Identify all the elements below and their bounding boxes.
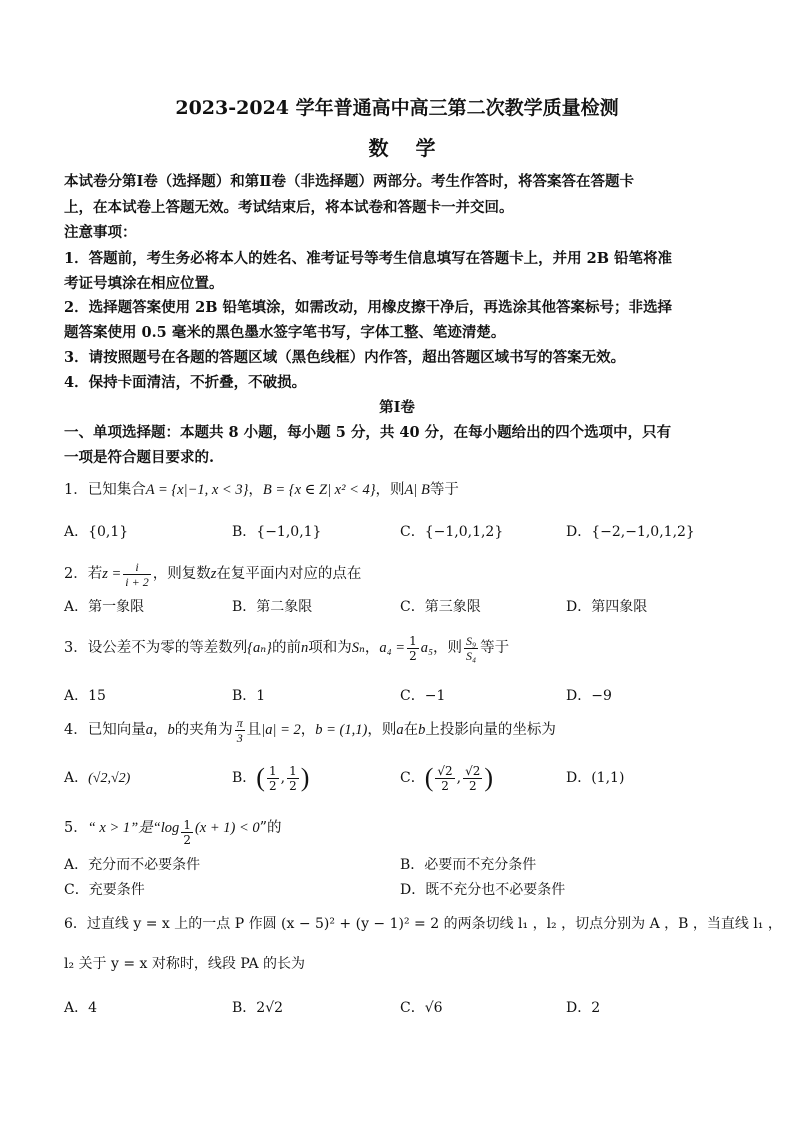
intro-line-2: 上，在本试卷上答题无效。考试结束后，将本试卷和答题卡一并交回。: [64, 199, 514, 216]
notice-2b: 题答案使用 0.5 毫米的黑色墨水签字笔书写，字体工整、笔迹清楚。: [64, 324, 506, 341]
question-6-line-2: l₂ 关于 y = x 对称时，线段 PA 的长为: [64, 956, 306, 972]
q3-option-a: A．15: [64, 688, 106, 704]
q5-log: log: [160, 820, 180, 836]
q2-text-1: 若: [87, 566, 103, 582]
q4-sep-2: ，: [300, 722, 316, 738]
notice-4: 4．保持卡面清洁，不折叠，不破损。: [64, 374, 307, 391]
q1-option-c: C．{−1,0,1,2}: [400, 524, 504, 540]
q4-option-c-frac-1-den: 2: [441, 778, 449, 793]
q4-option-d: D．(1,1): [566, 770, 625, 786]
q4-option-a-value: (√2,√2): [88, 771, 131, 786]
q4-text-4: ，则: [367, 722, 397, 738]
q5-log-arg: (x + 1) < 0: [194, 820, 260, 836]
q2-text-2: ，则复数: [152, 566, 211, 582]
q1-text-2: ，则: [375, 482, 405, 498]
section-heading-1: 一、单项选择题：本题共 8 小题，每小题 5 分，共 40 分，在每小题给出的四个选项中，只有: [64, 424, 672, 441]
q2-option-a: A．第一象限: [64, 599, 145, 615]
subject-title: 数 学: [368, 136, 446, 160]
q3-a5: a₅: [420, 640, 433, 656]
q5-option-c: C．充要条件: [64, 882, 145, 898]
q4-b-value: b = (1,1): [315, 722, 368, 738]
part-label: 第Ⅰ卷: [379, 399, 415, 416]
q3-text-1: 设公差不为零的等差数列: [87, 640, 248, 656]
q4-vector-b: b: [167, 722, 175, 738]
intro-line-1: 本试卷分第Ⅰ卷（选择题）和第Ⅱ卷（非选择题）两部分。考生作答时，将答案答在答题卡: [64, 173, 634, 190]
q3-text-3: 项和为: [308, 640, 352, 656]
q4-option-c-frac-1-num: √2: [437, 763, 453, 778]
q3-number: 3．: [64, 640, 88, 656]
q4-norm: |a| = 2: [261, 722, 301, 738]
q4-option-b-frac-1: [267, 764, 279, 793]
q3-sep: ，: [364, 640, 380, 656]
q4-angle-denominator: 3: [236, 730, 243, 745]
notice-1b: 考证号填涂在相应位置。: [64, 275, 224, 292]
q3-text-4: ，则: [433, 640, 462, 656]
q2-var: z: [210, 566, 217, 582]
q1-expr: A| B: [404, 482, 430, 498]
notice-3: 3．请按照题号在各题的答题区域（黑色线框）内作答，超出答题区域书写的答案无效。: [64, 349, 626, 366]
q2-option-d: D．第四象限: [566, 599, 648, 615]
q3-ratio: [464, 634, 478, 663]
question-6-line-1: 6．过直线 y = x 上的一点 P 作圆 (x − 5)² + (y − 1)² = 2 的两条切线 l₁ ，l₂ ，切点分别为 A ，B ，当直线 l₁ ，: [64, 916, 782, 932]
question-1: [64, 480, 459, 500]
q4-option-b-frac-2: [287, 764, 299, 793]
q5-log-base-num: 1: [183, 818, 191, 832]
q5-option-b: B．必要而不充分条件: [400, 857, 537, 873]
q4-sep-1: ，: [152, 722, 168, 738]
q4-option-c-frac-2: [463, 764, 482, 793]
q4-text-2: 的夹角为: [174, 722, 233, 738]
q4-vector-a: a: [145, 722, 153, 738]
q4-option-b-frac-2-num: 1: [289, 763, 297, 778]
q2-option-c: C．第三象限: [400, 599, 481, 615]
q4-option-b: B．( $\frac{1}{2}$ , $\frac{1}{2}$ ): [232, 763, 310, 793]
q4-option-c: C．( $\frac{√2}{2}$ , $\frac{√2}{2}$ ): [400, 763, 494, 793]
q4-option-b-frac-2-den: 2: [289, 778, 297, 793]
q4-option-c-frac-1: [435, 764, 454, 793]
q6-option-c: C．√6: [400, 1000, 443, 1016]
q4-vector-b-2: b: [418, 722, 426, 738]
q3-sn: Sₙ: [351, 640, 365, 656]
q1-option-d: D．{−2,−1,0,1,2}: [566, 524, 695, 540]
q4-angle-numerator: π: [236, 715, 243, 730]
q1-text-1: 已知集合: [87, 482, 146, 498]
q1-set-b: B = {x ∈ Z| x² < 4}: [262, 482, 376, 498]
q5-number: 5．: [64, 820, 88, 836]
q3-n: n: [300, 640, 309, 656]
q3-option-b: B．1: [232, 688, 266, 704]
q3-option-d: D．−9: [566, 688, 612, 704]
q4-option-b-label: B．: [232, 770, 257, 786]
q4-text-6: 上投影向量的坐标为: [425, 722, 556, 738]
q4-option-b-frac-1-num: 1: [268, 763, 277, 778]
q4-option-b-frac-1-den: 2: [268, 778, 277, 793]
q4-text-3: 且: [246, 722, 262, 738]
exam-title: 2023-2024 学年普通高中高三第二次教学质量检测: [175, 97, 619, 119]
q2-option-b: B．第二象限: [232, 599, 313, 615]
q3-text-5: 等于: [480, 640, 510, 656]
q1-sep: ，: [248, 482, 263, 498]
q1-set-a: A = {x|−1, x < 3}: [145, 482, 249, 498]
question-3: [64, 628, 509, 668]
notice-1a: 1．答题前，考生务必将本人的姓名、准考证号等考生信息填写在答题卡上，并用 2B 铅笔将准: [64, 250, 673, 267]
section-heading-2: 一项是符合题目要求的.: [64, 449, 215, 466]
q4-option-a-label: A．: [64, 770, 89, 786]
q5-option-a: A．充分而不必要条件: [64, 857, 201, 873]
q6-option-d: D．2: [566, 1000, 601, 1016]
q4-text-1: 已知向量: [87, 722, 146, 738]
q3-text-2: 的前: [271, 640, 301, 656]
q3-eq: a₄ =: [379, 640, 406, 656]
q1-text-3: 等于: [429, 482, 459, 498]
q4-text-5: 在: [403, 722, 419, 738]
notice-2a: 2．选择题答案使用 2B 铅笔填涂，如需改动，用橡皮擦干净后，再选涂其他答案标号；非选择: [64, 299, 673, 316]
q4-angle: [235, 716, 245, 745]
q1-number: 1．: [64, 482, 88, 498]
q6-option-a: A．4: [64, 1000, 98, 1016]
notice-heading: 注意事项：: [64, 224, 137, 241]
q5-text-1: ”的: [259, 820, 282, 836]
q6-option-b: B．2√2: [232, 1000, 284, 1016]
q5-condition: “ x > 1”是“: [87, 820, 161, 836]
q3-half-denominator: 2: [409, 648, 417, 663]
q4-number: 4．: [64, 722, 88, 738]
q4-option-c-label: C．: [400, 770, 425, 786]
q3-ratio-numerator: S₉: [466, 633, 477, 648]
q5-log-base-den: 2: [183, 833, 191, 847]
question-5: [64, 814, 282, 848]
q5-log-base: [181, 818, 193, 847]
q2-fraction: [123, 560, 150, 589]
q4-option-c-frac-2-den: 2: [468, 778, 477, 793]
q2-number: 2．: [64, 566, 88, 582]
q5-option-d: D．既不充分也不必要条件: [400, 882, 566, 898]
q3-option-c: C．−1: [400, 688, 446, 704]
q2-text-3: 在复平面内对应的点在: [216, 566, 362, 582]
q3-half-numerator: 1: [409, 633, 417, 648]
q1-option-a: A．{0,1}: [64, 524, 129, 540]
q2-fraction-denominator: i + 2: [125, 574, 149, 589]
q2-fraction-numerator: i: [123, 560, 150, 575]
q3-seq: {aₙ}: [247, 640, 272, 656]
q4-option-a: [64, 768, 130, 789]
q2-lhs: z =: [102, 566, 122, 582]
question-4: [64, 710, 556, 750]
q1-option-b: B．{−1,0,1}: [232, 524, 322, 540]
question-2: [64, 556, 361, 592]
q3-ratio-denominator: S₄: [466, 648, 477, 663]
q4-option-c-frac-2-num: √2: [465, 763, 481, 778]
q3-half: [407, 634, 419, 663]
q4-vector-a-2: a: [396, 722, 404, 738]
